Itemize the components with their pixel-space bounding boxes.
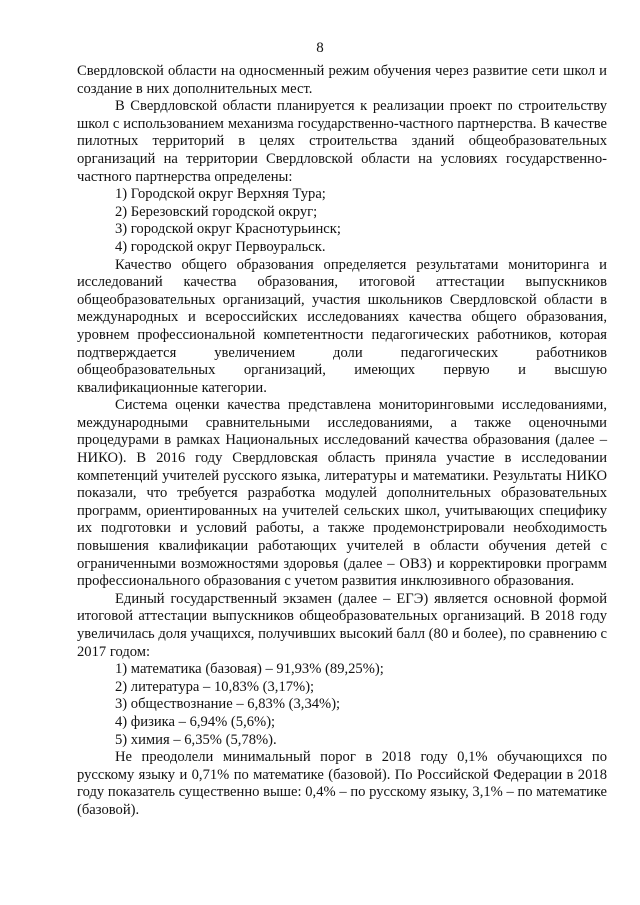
list-item: 2) Березовский городской округ; (115, 203, 318, 220)
paragraph-education-quality: Качество общего образования определяется результатами мониторинга и исследований качества образования, итоговой аттестации выпускников общеобразовательных организаций, участия школьников Свердловской области в международных и всероссийских исследованиях качества общего образования, уровнем профессиональной компетентности педагогических работников, которая подтверждается увеличением доли педагогических работников общеобразовательных организаций, имеющих первую и высшую квалификационные категории. (77, 256, 607, 396)
list-item: 3) городской округ Краснотурьинск; (115, 221, 341, 238)
document-body (77, 63, 607, 820)
list-item: 1) Городской округ Верхняя Тура; (115, 186, 326, 203)
paragraph-continuation: Свердловской области на односменный режим обучения через развитие сети школ и создание в них дополнительных мест. (77, 63, 607, 97)
paragraph-ege: Единый государственный экзамен (далее – ЕГЭ) является основной формой итоговой аттестации выпускников общеобразовательных организаций. В 2018 году увеличилась доля учащихся, получивших высокий балл (80 и более), по сравнению с 2017 годом: (77, 590, 607, 660)
list-item: 3) обществознание – 6,83% (3,34%); (115, 696, 341, 713)
list-item: 4) физика – 6,94% (5,6%); (115, 713, 276, 730)
page-number: 8 (316, 40, 324, 56)
list-item: 4) городской округ Первоуральск. (115, 238, 326, 255)
paragraph-minimum-threshold: Не преодолели минимальный порог в 2018 году 0,1% обучающихся по русскому языку и 0,71% по математике (базовой). По Российской Федерации в 2018 году показатель существенно выше: 0,4% – по русскому языку, 3,1% – по математике (базовой). (77, 749, 607, 818)
paragraph-assessment-system: Система оценки качества представлена мониторинговыми исследованиями, международными сравнительными исследованиями, а также оценочными процедурами в рамках Национальных исследований качества образования (далее – НИКО). В 2016 году Свердловская область приняла участие в исследовании компетенций учителей русского языка, литературы и математики. Результаты НИКО показали, что требуется разработка модулей дополнительных образовательных программ, ориентированных на учителей сельских школ, учитывающих специфику их подготовки и условий работы, а также продемонстрировали необходимость повышения квалификации работающих учителей в области обучения детей с ограниченными возможностями здоровья (далее – ОВЗ) и корректировки программ профессионального образования с учетом развития инклюзивного образования. (77, 397, 607, 590)
paragraph-ppp-project: В Свердловской области планируется к реализации проект по строительству школ с использованием механизма государственно-частного партнерства. В качестве пилотных территорий в целях строительства зданий общеобразовательных организаций на территории Свердловской области на условиях государственно-частного партнерства определены: (77, 98, 607, 185)
list-item: 1) математика (базовая) – 91,93% (89,25%); (115, 661, 384, 678)
list-item: 5) химия – 6,35% (5,78%). (115, 731, 277, 748)
list-item: 2) литература – 10,83% (3,17%); (115, 678, 315, 695)
